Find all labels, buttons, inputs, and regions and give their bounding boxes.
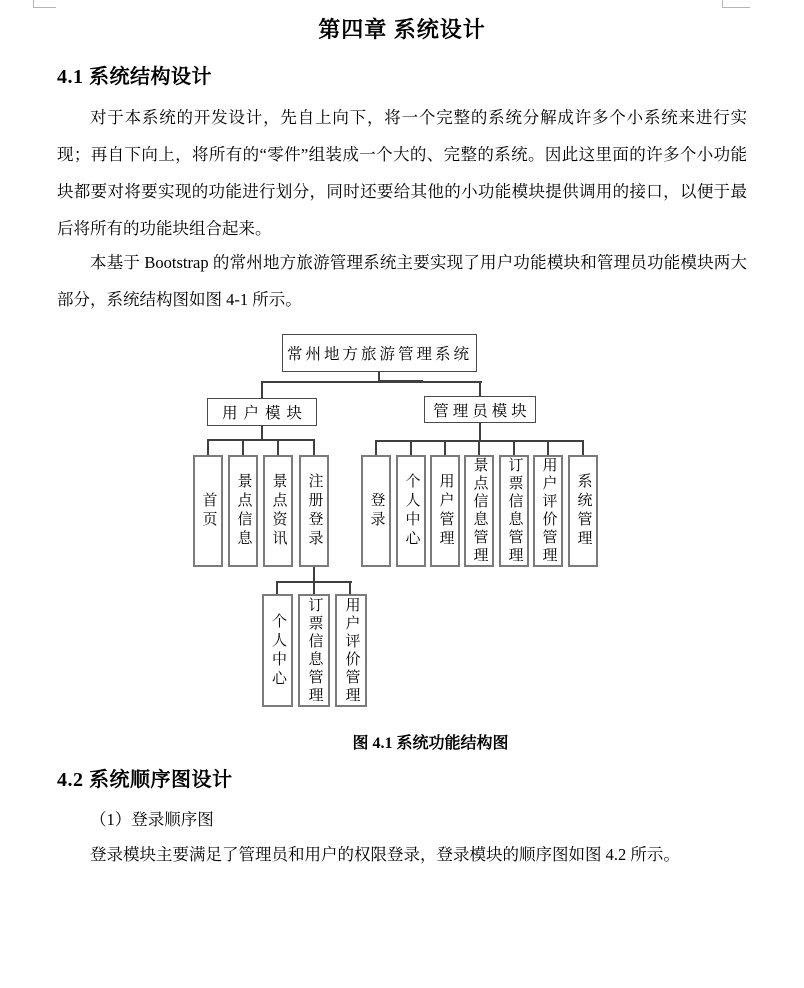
leaf-label: 景点信息管理 <box>471 457 488 565</box>
corner-mark-right-horizontal <box>722 7 750 8</box>
connector-line <box>313 581 315 594</box>
leaf-label: 首页 <box>200 492 217 530</box>
connector-line <box>207 439 315 441</box>
connector-line <box>313 439 315 455</box>
diagram-leaf-register-login <box>299 455 329 567</box>
connector-line <box>478 440 480 455</box>
diagram-leaf-scenic-info-management <box>464 455 494 567</box>
diagram-leaf-user-management <box>430 455 460 567</box>
section-4-2-heading: 4.2 系统顺序图设计 <box>57 769 233 791</box>
leaf-label: 登录 <box>368 492 385 530</box>
leaf-label: 订票信息管理 <box>506 457 523 565</box>
diagram-admin-module-label: 管理员模块 <box>433 402 531 420</box>
connector-line <box>444 440 446 455</box>
leaf-label: 个人中心 <box>403 473 420 549</box>
leaf-label: 景点资讯 <box>270 473 287 549</box>
diagram-root-box <box>282 334 477 372</box>
diagram-admin-module-box <box>424 396 536 423</box>
chapter-title: 第四章 系统设计 <box>318 17 486 42</box>
diagram-leaf-ticket-info-management <box>499 455 529 567</box>
leaf-label: 个人中心 <box>270 612 286 689</box>
diagram-user-module-box <box>207 398 317 426</box>
connector-line <box>261 381 263 398</box>
diagram-leaf-system-management <box>568 455 598 567</box>
section-4-2-item-1: （1）登录顺序图 <box>90 810 214 829</box>
section-4-1-paragraph-1: 对于本系统的开发设计，先自上向下，将一个完整的系统分解成许多个小系统来进行实现；再自下向上，将所有的“零件”组装成一个大的、完整的系统。因此这里面的许多个小功能块都要对将要实现的功能进行划分，同时还要给其他的小功能模块提供调用的接口，以便于最后将所有的功能块组合起来。 <box>57 108 747 238</box>
connector-line <box>375 440 377 455</box>
diagram-leaf-scenic-news <box>263 455 293 567</box>
connector-line <box>582 440 584 455</box>
figure-caption: 图 4.1 系统功能结构图 <box>352 735 509 752</box>
leaf-label: 系统管理 <box>575 473 592 549</box>
corner-mark-left-horizontal <box>33 7 56 8</box>
connector-line <box>479 381 481 396</box>
diagram-leaf-admin-login <box>361 455 391 567</box>
connector-line <box>277 439 279 455</box>
connector-line <box>276 581 278 594</box>
diagram-root-label: 常州地方旅游管理系统 <box>286 346 472 363</box>
connector-line <box>242 439 244 455</box>
leaf-label: 用户管理 <box>437 473 454 549</box>
diagram-leaf-ticket-info-management-user <box>298 594 330 707</box>
leaf-label: 用户评价管理 <box>540 457 557 565</box>
diagram-leaf-user-review-management <box>533 455 563 567</box>
diagram-user-module-label: 用户模块 <box>221 405 308 422</box>
connector-line <box>547 440 549 455</box>
diagram-leaf-admin-personal-center <box>396 455 426 567</box>
leaf-label: 注册登录 <box>306 473 323 549</box>
diagram-leaf-user-review-management-user <box>335 594 367 707</box>
section-4-1-paragraph-2: 本基于 Bootstrap 的常州地方旅游管理系统主要实现了用户功能模块和管理员功能模块两大部分，系统结构图如图 4-1 所示。 <box>57 253 747 309</box>
section-4-2-paragraph-1: 登录模块主要满足了管理员和用户的权限登录，登录模块的顺序图如图 4.2 所示。 <box>90 845 680 864</box>
connector-line <box>261 381 482 383</box>
leaf-label: 景点信息 <box>235 473 252 549</box>
connector-line <box>349 581 351 594</box>
connector-line <box>410 440 412 455</box>
diagram-leaf-home <box>193 455 223 567</box>
leaf-label: 订票信息管理 <box>306 596 323 705</box>
diagram-leaf-scenic-info <box>228 455 258 567</box>
connector-line <box>513 440 515 455</box>
connector-line <box>378 380 423 383</box>
connector-line <box>261 426 263 440</box>
leaf-label: 用户评价管理 <box>343 596 360 705</box>
diagram-leaf-personal-center <box>262 594 293 707</box>
connector-line <box>207 439 209 455</box>
section-4-1-heading: 4.1 系统结构设计 <box>57 66 212 88</box>
